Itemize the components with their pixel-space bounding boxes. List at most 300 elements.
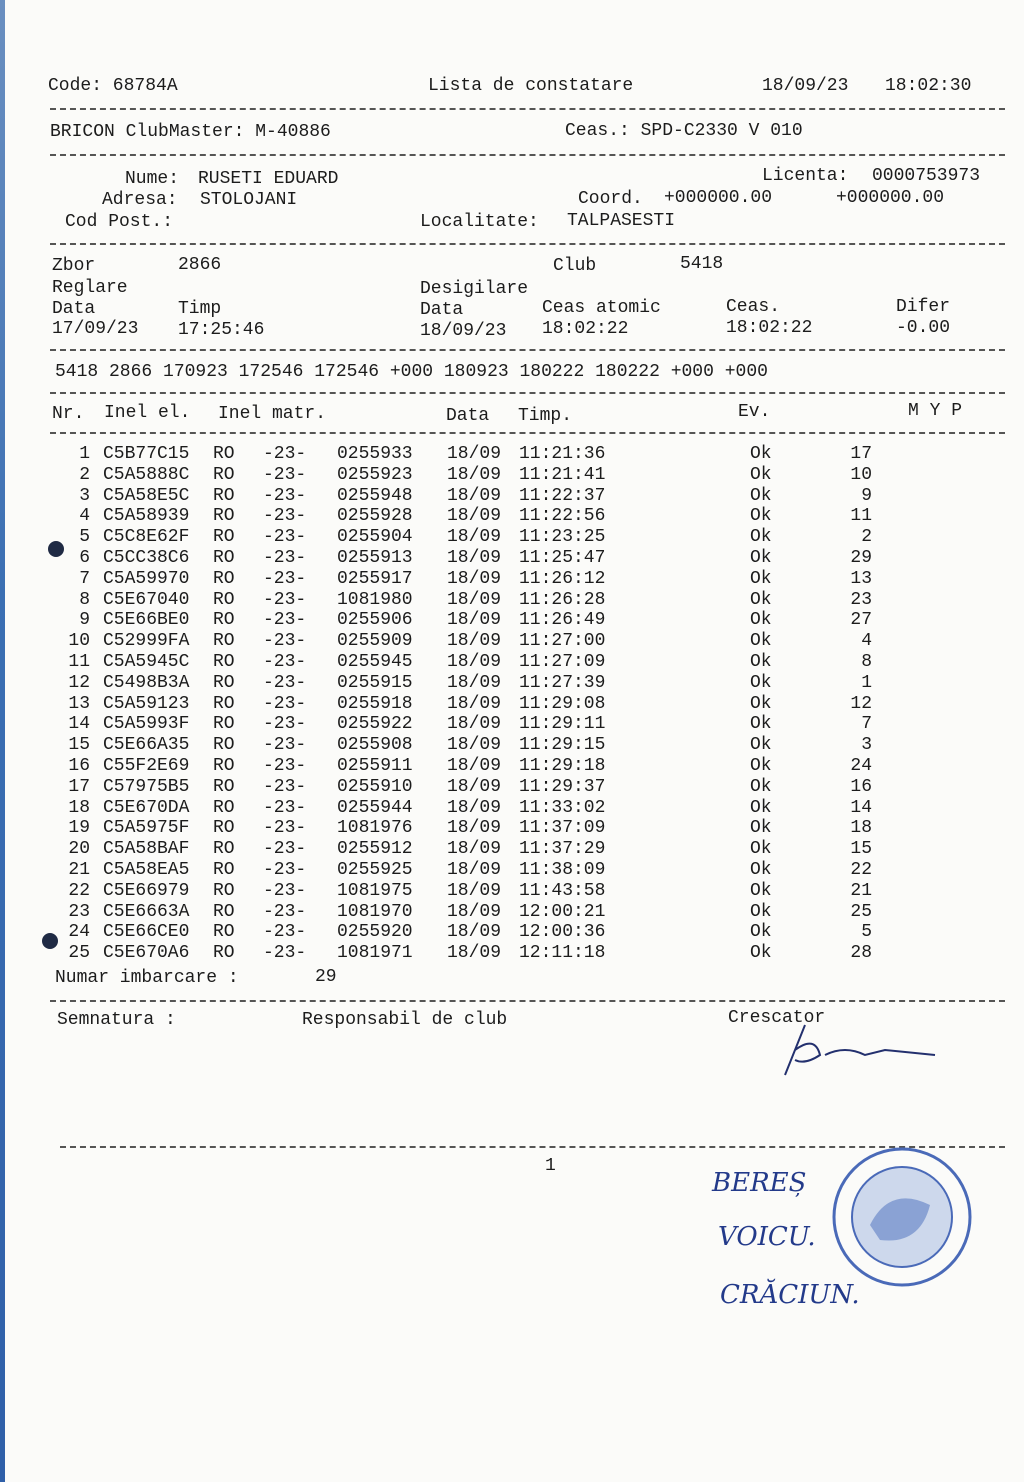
row-number: 10 <box>68 631 90 652</box>
event-status: Ok <box>750 839 772 860</box>
event-status: Ok <box>750 631 772 652</box>
year: -23- <box>263 672 307 693</box>
desigilare-label: Desigilare <box>420 279 529 299</box>
row-number: 12 <box>68 672 90 693</box>
country: RO <box>213 652 235 672</box>
year: -23- <box>263 631 307 652</box>
row-number: 22 <box>68 880 90 901</box>
ring-number: 0255923 <box>337 464 413 485</box>
name-label: Nume: <box>125 169 180 189</box>
pen-mark <box>48 541 64 557</box>
arrival-date: 18/09 <box>447 901 502 922</box>
arrival-time: 11:37:29 <box>519 839 606 860</box>
desig-ceas: 18:02:22 <box>726 318 813 338</box>
timp-label: Timp <box>178 299 222 319</box>
table-row <box>0 798 1024 819</box>
license-label: Licenta: <box>762 166 849 186</box>
document-title: Lista de constatare <box>428 76 634 96</box>
breeder-label: Crescator <box>728 1008 826 1028</box>
arrival-date: 18/09 <box>447 672 502 693</box>
address-value: STOLOJANI <box>200 190 298 210</box>
clock-id: Ceas.: SPD-C2330 V 010 <box>565 121 803 141</box>
year: -23- <box>263 714 307 735</box>
country: RO <box>213 797 235 818</box>
arrival-date: 18/09 <box>447 797 502 818</box>
row-number: 3 <box>79 485 90 506</box>
coord-y: +000000.00 <box>836 188 945 208</box>
table-row <box>0 714 1024 735</box>
country: RO <box>213 943 235 964</box>
arrival-date: 18/09 <box>447 735 502 756</box>
table-row <box>0 860 1024 881</box>
position: 12 <box>850 693 872 714</box>
arrival-time: 11:27:00 <box>519 631 606 652</box>
ring-number: 0255922 <box>337 714 413 735</box>
country: RO <box>213 839 235 860</box>
row-number: 5 <box>79 527 90 548</box>
event-status: Ok <box>750 693 772 714</box>
year: -23- <box>263 610 307 631</box>
ring-number: 0255944 <box>337 797 413 818</box>
year: -23- <box>263 464 307 485</box>
position: 1 <box>861 672 872 693</box>
col-ev: Ev. <box>738 402 771 422</box>
row-number: 2 <box>79 464 90 485</box>
table-row <box>0 818 1024 839</box>
ring-number: 1081976 <box>337 818 413 839</box>
year: -23- <box>263 901 307 922</box>
country: RO <box>213 485 235 506</box>
reglare-date: 17/09/23 <box>52 319 139 339</box>
country: RO <box>213 631 235 652</box>
ring-number: 0255920 <box>337 922 413 943</box>
table-row <box>0 569 1024 590</box>
handwritten-name-1: BEREȘ <box>712 1168 807 1198</box>
coord-x: +000000.00 <box>664 188 773 208</box>
position: 2 <box>861 527 872 548</box>
event-status: Ok <box>750 485 772 506</box>
data2-label: Data <box>420 300 464 320</box>
position: 8 <box>861 652 872 672</box>
arrival-date: 18/09 <box>447 610 502 631</box>
year: -23- <box>263 506 307 527</box>
country: RO <box>213 548 235 568</box>
electronic-ring: C5C8E62F <box>103 527 190 548</box>
handwritten-name-2: VOICU. <box>718 1222 816 1252</box>
ring-number: 0255917 <box>337 568 413 589</box>
row-number: 20 <box>68 839 90 860</box>
electronic-ring: C57975B5 <box>103 776 190 797</box>
breeder-signature <box>775 1015 945 1080</box>
ring-number: 0255906 <box>337 610 413 631</box>
table-row <box>0 590 1024 611</box>
arrival-date: 18/09 <box>447 880 502 901</box>
table-row <box>0 922 1024 943</box>
ring-number: 0255909 <box>337 631 413 652</box>
electronic-ring: C55F2E69 <box>103 756 190 776</box>
country: RO <box>213 527 235 548</box>
event-status: Ok <box>750 818 772 839</box>
year: -23- <box>263 735 307 756</box>
ring-number: 0255908 <box>337 735 413 756</box>
ring-number: 1081971 <box>337 943 413 964</box>
event-status: Ok <box>750 464 772 485</box>
position: 11 <box>850 506 872 527</box>
electronic-ring: C5E66CE0 <box>103 922 190 943</box>
year: -23- <box>263 860 307 880</box>
arrival-date: 18/09 <box>447 652 502 672</box>
event-status: Ok <box>750 735 772 756</box>
year: -23- <box>263 839 307 860</box>
divider <box>50 432 1005 434</box>
ring-number: 0255911 <box>337 756 413 776</box>
electronic-ring: C5E66979 <box>103 880 190 901</box>
electronic-ring: C52999FA <box>103 631 190 652</box>
club-resp-label: Responsabil de club <box>302 1010 508 1030</box>
position: 15 <box>850 839 872 860</box>
arrival-date: 18/09 <box>447 693 502 714</box>
position: 25 <box>850 901 872 922</box>
electronic-ring: C5A59970 <box>103 568 190 589</box>
divider <box>50 243 1005 245</box>
divider <box>50 1000 1005 1002</box>
country: RO <box>213 714 235 735</box>
position: 24 <box>850 756 872 776</box>
row-number: 14 <box>68 714 90 735</box>
position: 9 <box>861 485 872 506</box>
arrival-date: 18/09 <box>447 860 502 880</box>
ring-number: 0255925 <box>337 860 413 880</box>
event-status: Ok <box>750 548 772 568</box>
divider <box>50 108 1005 110</box>
arrival-time: 11:38:09 <box>519 860 606 880</box>
position: 17 <box>850 444 872 464</box>
table-row <box>0 943 1024 964</box>
event-status: Ok <box>750 756 772 776</box>
page-number: 1 <box>545 1156 556 1176</box>
position: 23 <box>850 589 872 610</box>
arrival-time: 11:29:11 <box>519 714 606 735</box>
event-status: Ok <box>750 880 772 901</box>
electronic-ring: C5E67040 <box>103 589 190 610</box>
table-row <box>0 465 1024 486</box>
year: -23- <box>263 756 307 776</box>
electronic-ring: C5A59123 <box>103 693 190 714</box>
table-row <box>0 610 1024 631</box>
table-row <box>0 527 1024 548</box>
country: RO <box>213 880 235 901</box>
event-status: Ok <box>750 776 772 797</box>
year: -23- <box>263 652 307 672</box>
desig-atomic: 18:02:22 <box>542 319 629 339</box>
event-status: Ok <box>750 714 772 735</box>
table-row <box>0 673 1024 694</box>
year: -23- <box>263 527 307 548</box>
row-number: 15 <box>68 735 90 756</box>
arrival-time: 11:43:58 <box>519 880 606 901</box>
country: RO <box>213 901 235 922</box>
desig-date: 18/09/23 <box>420 321 507 341</box>
arrival-date: 18/09 <box>447 506 502 527</box>
table-row <box>0 631 1024 652</box>
summary-line: 5418 2866 170923 172546 172546 +000 180923 180222 180222 +000 +000 <box>55 362 768 382</box>
electronic-ring: C5A5888C <box>103 464 190 485</box>
electronic-ring: C5A5945C <box>103 652 190 672</box>
event-status: Ok <box>750 922 772 943</box>
address-label: Adresa: <box>102 190 178 210</box>
arrival-time: 11:29:15 <box>519 735 606 756</box>
position: 13 <box>850 568 872 589</box>
event-status: Ok <box>750 527 772 548</box>
year: -23- <box>263 568 307 589</box>
locality-label: Localitate: <box>420 212 539 232</box>
year: -23- <box>263 880 307 901</box>
year: -23- <box>263 485 307 506</box>
arrival-time: 11:23:25 <box>519 527 606 548</box>
table-row <box>0 486 1024 507</box>
table-row <box>0 735 1024 756</box>
col-myp: M Y P <box>908 401 963 421</box>
arrival-time: 12:00:21 <box>519 901 606 922</box>
divider <box>50 392 1005 394</box>
table-row <box>0 548 1024 569</box>
table-row <box>0 881 1024 902</box>
arrival-time: 11:27:39 <box>519 672 606 693</box>
event-status: Ok <box>750 652 772 672</box>
event-status: Ok <box>750 568 772 589</box>
event-status: Ok <box>750 444 772 464</box>
row-number: 17 <box>68 776 90 797</box>
arrival-date: 18/09 <box>447 485 502 506</box>
position: 5 <box>861 922 872 943</box>
electronic-ring: C5E670DA <box>103 797 190 818</box>
divider <box>50 154 1005 156</box>
event-status: Ok <box>750 797 772 818</box>
position: 3 <box>861 735 872 756</box>
ring-number: 0255945 <box>337 652 413 672</box>
difer-label: Difer <box>896 297 951 317</box>
year: -23- <box>263 797 307 818</box>
year: -23- <box>263 943 307 964</box>
event-status: Ok <box>750 506 772 527</box>
arrival-date: 18/09 <box>447 776 502 797</box>
arrival-time: 11:27:09 <box>519 652 606 672</box>
row-number: 21 <box>68 860 90 880</box>
divider <box>50 349 1005 351</box>
event-status: Ok <box>750 860 772 880</box>
arrival-time: 11:29:18 <box>519 756 606 776</box>
country: RO <box>213 693 235 714</box>
ring-number: 0255918 <box>337 693 413 714</box>
event-status: Ok <box>750 901 772 922</box>
electronic-ring: C5CC38C6 <box>103 548 190 568</box>
position: 18 <box>850 818 872 839</box>
postcode-label: Cod Post.: <box>65 212 174 232</box>
arrival-date: 18/09 <box>447 943 502 964</box>
electronic-ring: C5E670A6 <box>103 943 190 964</box>
position: 14 <box>850 797 872 818</box>
position: 16 <box>850 776 872 797</box>
col-data: Data <box>446 406 490 426</box>
position: 29 <box>850 548 872 568</box>
electronic-ring: C5E66BE0 <box>103 610 190 631</box>
print-time: 18:02:30 <box>885 76 972 96</box>
ceas-label: Ceas. <box>726 297 781 317</box>
country: RO <box>213 860 235 880</box>
year: -23- <box>263 693 307 714</box>
event-status: Ok <box>750 943 772 964</box>
country: RO <box>213 756 235 776</box>
ring-number: 0255912 <box>337 839 413 860</box>
ring-number: 0255928 <box>337 506 413 527</box>
arrival-time: 11:26:49 <box>519 610 606 631</box>
arrival-time: 11:22:37 <box>519 485 606 506</box>
position: 28 <box>850 943 872 964</box>
document-code: Code: 68784A <box>48 76 178 96</box>
clubmaster-id: BRICON ClubMaster: M-40886 <box>50 122 331 142</box>
difer-value: -0.00 <box>896 318 951 338</box>
row-number: 11 <box>68 652 90 672</box>
country: RO <box>213 735 235 756</box>
zbor-value: 2866 <box>178 255 222 275</box>
data-label: Data <box>52 299 96 319</box>
print-date: 18/09/23 <box>762 76 849 96</box>
row-number: 13 <box>68 693 90 714</box>
country: RO <box>213 589 235 610</box>
electronic-ring: C5B77C15 <box>103 444 190 464</box>
table-row <box>0 694 1024 715</box>
ring-number: 0255915 <box>337 672 413 693</box>
year: -23- <box>263 922 307 943</box>
arrival-time: 11:22:56 <box>519 506 606 527</box>
arrival-date: 18/09 <box>447 464 502 485</box>
arrival-time: 11:26:12 <box>519 568 606 589</box>
table-row <box>0 756 1024 777</box>
arrival-time: 12:11:18 <box>519 943 606 964</box>
arrival-time: 12:00:36 <box>519 922 606 943</box>
row-number: 25 <box>68 943 90 964</box>
license-value: 0000753973 <box>872 166 981 186</box>
row-number: 23 <box>68 901 90 922</box>
arrival-date: 18/09 <box>447 818 502 839</box>
arrival-date: 18/09 <box>447 756 502 776</box>
arrival-time: 11:26:28 <box>519 589 606 610</box>
row-number: 19 <box>68 818 90 839</box>
position: 10 <box>850 464 872 485</box>
table-row <box>0 652 1024 673</box>
arrival-date: 18/09 <box>447 839 502 860</box>
country: RO <box>213 568 235 589</box>
arrival-date: 18/09 <box>447 568 502 589</box>
row-number: 1 <box>79 444 90 464</box>
electronic-ring: C5A5975F <box>103 818 190 839</box>
arrival-date: 18/09 <box>447 714 502 735</box>
row-number: 6 <box>79 548 90 568</box>
federation-stamp <box>830 1145 975 1290</box>
arrival-date: 18/09 <box>447 548 502 568</box>
col-inel-el: Inel el. <box>104 403 191 423</box>
position: 27 <box>850 610 872 631</box>
year: -23- <box>263 444 307 464</box>
electronic-ring: C5A58EA5 <box>103 860 190 880</box>
ring-number: 0255913 <box>337 548 413 568</box>
embark-count: 29 <box>315 967 337 987</box>
table-row <box>0 506 1024 527</box>
electronic-ring: C5498B3A <box>103 672 190 693</box>
zbor-label: Zbor <box>52 256 96 276</box>
arrival-date: 18/09 <box>447 631 502 652</box>
event-status: Ok <box>750 610 772 631</box>
year: -23- <box>263 548 307 568</box>
row-number: 4 <box>79 506 90 527</box>
arrival-date: 18/09 <box>447 589 502 610</box>
arrival-time: 11:29:08 <box>519 693 606 714</box>
electronic-ring: C5A5993F <box>103 714 190 735</box>
arrival-time: 11:37:09 <box>519 818 606 839</box>
col-inel-matr: Inel matr. <box>218 404 327 424</box>
embark-label: Numar imbarcare : <box>55 968 239 988</box>
country: RO <box>213 776 235 797</box>
arrival-date: 18/09 <box>447 527 502 548</box>
club-value: 5418 <box>680 254 724 274</box>
ring-number: 0255910 <box>337 776 413 797</box>
ring-number: 0255904 <box>337 527 413 548</box>
handwritten-name-3: CRĂCIUN. <box>720 1280 860 1310</box>
ceas-atomic-label: Ceas atomic <box>542 298 661 318</box>
owner-name: RUSETI EDUARD <box>198 169 339 189</box>
ring-number: 1081970 <box>337 901 413 922</box>
row-number: 16 <box>68 756 90 776</box>
arrival-time: 11:33:02 <box>519 797 606 818</box>
electronic-ring: C5A58939 <box>103 506 190 527</box>
reglare-time: 17:25:46 <box>178 320 265 340</box>
country: RO <box>213 922 235 943</box>
locality-value: TALPASESTI <box>567 211 676 231</box>
ring-number: 0255933 <box>337 444 413 464</box>
pen-mark <box>42 933 58 949</box>
position: 22 <box>850 860 872 880</box>
position: 4 <box>861 631 872 652</box>
arrival-date: 18/09 <box>447 444 502 464</box>
electronic-ring: C5A58BAF <box>103 839 190 860</box>
coord-label: Coord. <box>578 189 643 209</box>
ring-number: 1081975 <box>337 880 413 901</box>
arrival-time: 11:21:41 <box>519 464 606 485</box>
arrival-date: 18/09 <box>447 922 502 943</box>
arrival-time: 11:25:47 <box>519 548 606 568</box>
club-label: Club <box>553 256 597 276</box>
event-status: Ok <box>750 672 772 693</box>
row-number: 18 <box>68 797 90 818</box>
year: -23- <box>263 776 307 797</box>
year: -23- <box>263 818 307 839</box>
country: RO <box>213 464 235 485</box>
country: RO <box>213 444 235 464</box>
row-number: 9 <box>79 610 90 631</box>
country: RO <box>213 672 235 693</box>
table-row <box>0 839 1024 860</box>
ring-number: 1081980 <box>337 589 413 610</box>
country: RO <box>213 506 235 527</box>
ring-number: 0255948 <box>337 485 413 506</box>
position: 21 <box>850 880 872 901</box>
electronic-ring: C5A58E5C <box>103 485 190 506</box>
electronic-ring: C5E66A35 <box>103 735 190 756</box>
country: RO <box>213 818 235 839</box>
row-number: 24 <box>68 922 90 943</box>
position: 7 <box>861 714 872 735</box>
event-status: Ok <box>750 589 772 610</box>
